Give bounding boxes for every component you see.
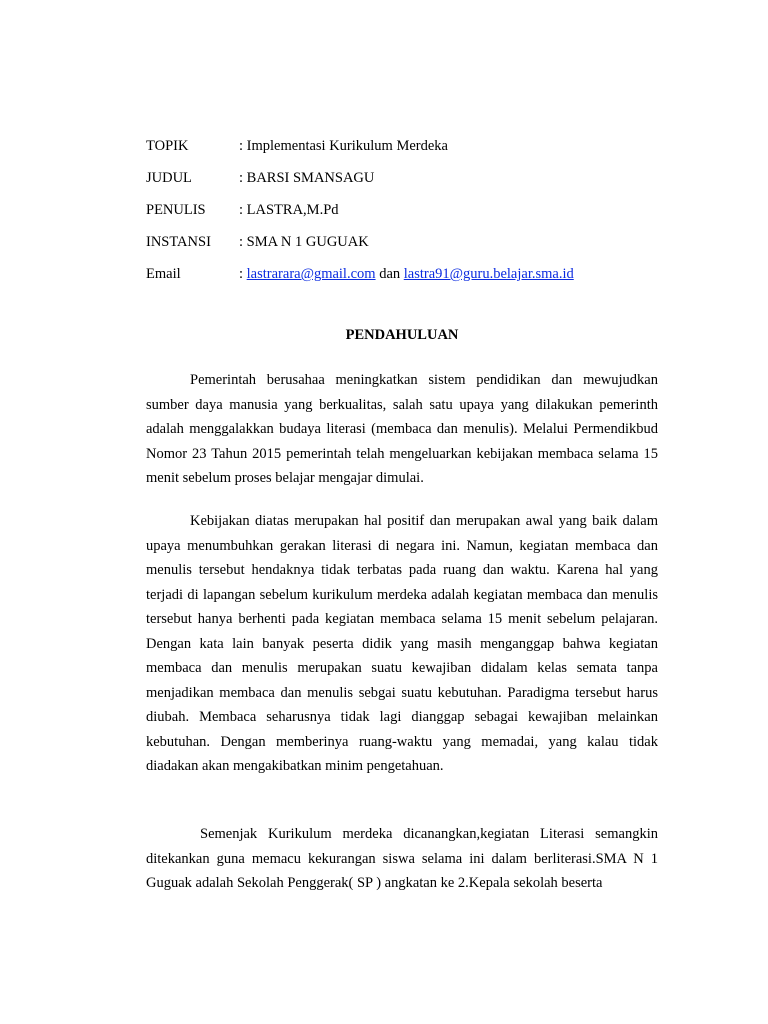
email-link-belajar[interactable]: lastra91@guru.belajar.sma.id [403,266,574,282]
section-heading: PENDAHULUAN [345,327,459,343]
email-connector: dan [375,266,404,282]
meta-row-topik [146,137,666,169]
email-link-gmail[interactable]: lastrarara@gmail.com [246,266,376,282]
meta-value-instansi: : SMA N 1 GUGUAK [239,234,369,250]
meta-label-instansi: INSTANSI [146,234,211,250]
meta-label-email: Email [146,266,181,282]
meta-row-instansi [146,233,666,265]
meta-value-email [239,266,574,282]
meta-row-email [146,265,666,297]
meta-value-topik: : Implementasi Kurikulum Merdeka [239,138,448,154]
meta-value-judul: : BARSI SMANSAGU [239,170,375,186]
meta-label-topik: TOPIK [146,138,189,154]
meta-label-judul: JUDUL [146,170,192,186]
email-prefix: : [239,266,247,282]
meta-label-penulis: PENULIS [146,202,206,218]
paragraph-3: Semenjak Kurikulum merdeka dicanangkan,kegiatan Literasi semangkin ditekankan guna memacu kekurangan siswa selama ini dalam berliterasi.SMA N 1 Guguak adalah Sekolah Penggerak( SP ) angkatan ke 2.Kepala sekolah beserta [146,826,658,891]
paragraph-2: Kebijakan diatas merupakan hal positif dan merupakan awal yang baik dalam upaya menumbuhkan gerakan literasi di negara ini. Namun, kegiatan membaca dan menulis tersebut hendaknya tidak terbatas pada ruang dan waktu. Karena hal yang terjadi di lapangan sebelum kurikulum merdeka adalah kegiatan membaca dan menulis tersebut hanya berhenti pada kegiatan membaca selama 15 menit sebelum pelajaran. Dengan kata lain banyak peserta didik yang masih menganggap bahwa kegiatan membaca dan menulis merupakan suatu kewajiban didalam kelas semata tanpa menjadikan membaca dan menulis sebgai suatu kebutuhan. Paradigma tersebut harus diubah. Membaca seharusnya tidak lagi dianggap sebagai kewajiban melainkan kebutuhan. Dengan memberinya ruang-waktu yang memadai, yang kalau tidak diadakan akan mengakibatkan minim pengetahuan. [146,513,658,774]
document-metadata [146,137,666,297]
meta-row-penulis [146,201,666,233]
meta-value-penulis: : LASTRA,M.Pd [239,202,339,218]
paragraph-1: Pemerintah berusahaa meningkatkan sistem pendidikan dan mewujudkan sumber daya manusia yang berkualitas, salah satu upaya yang dilakukan pemerinth adalah menggalakkan budaya literasi (membaca dan menulis). Melalui Permendikbud Nomor 23 Tahun 2015 pemerintah telah mengeluarkan kebijakan membaca selama 15 menit sebelum proses belajar mengajar dimulai. [146,372,658,486]
meta-row-judul [146,169,666,201]
